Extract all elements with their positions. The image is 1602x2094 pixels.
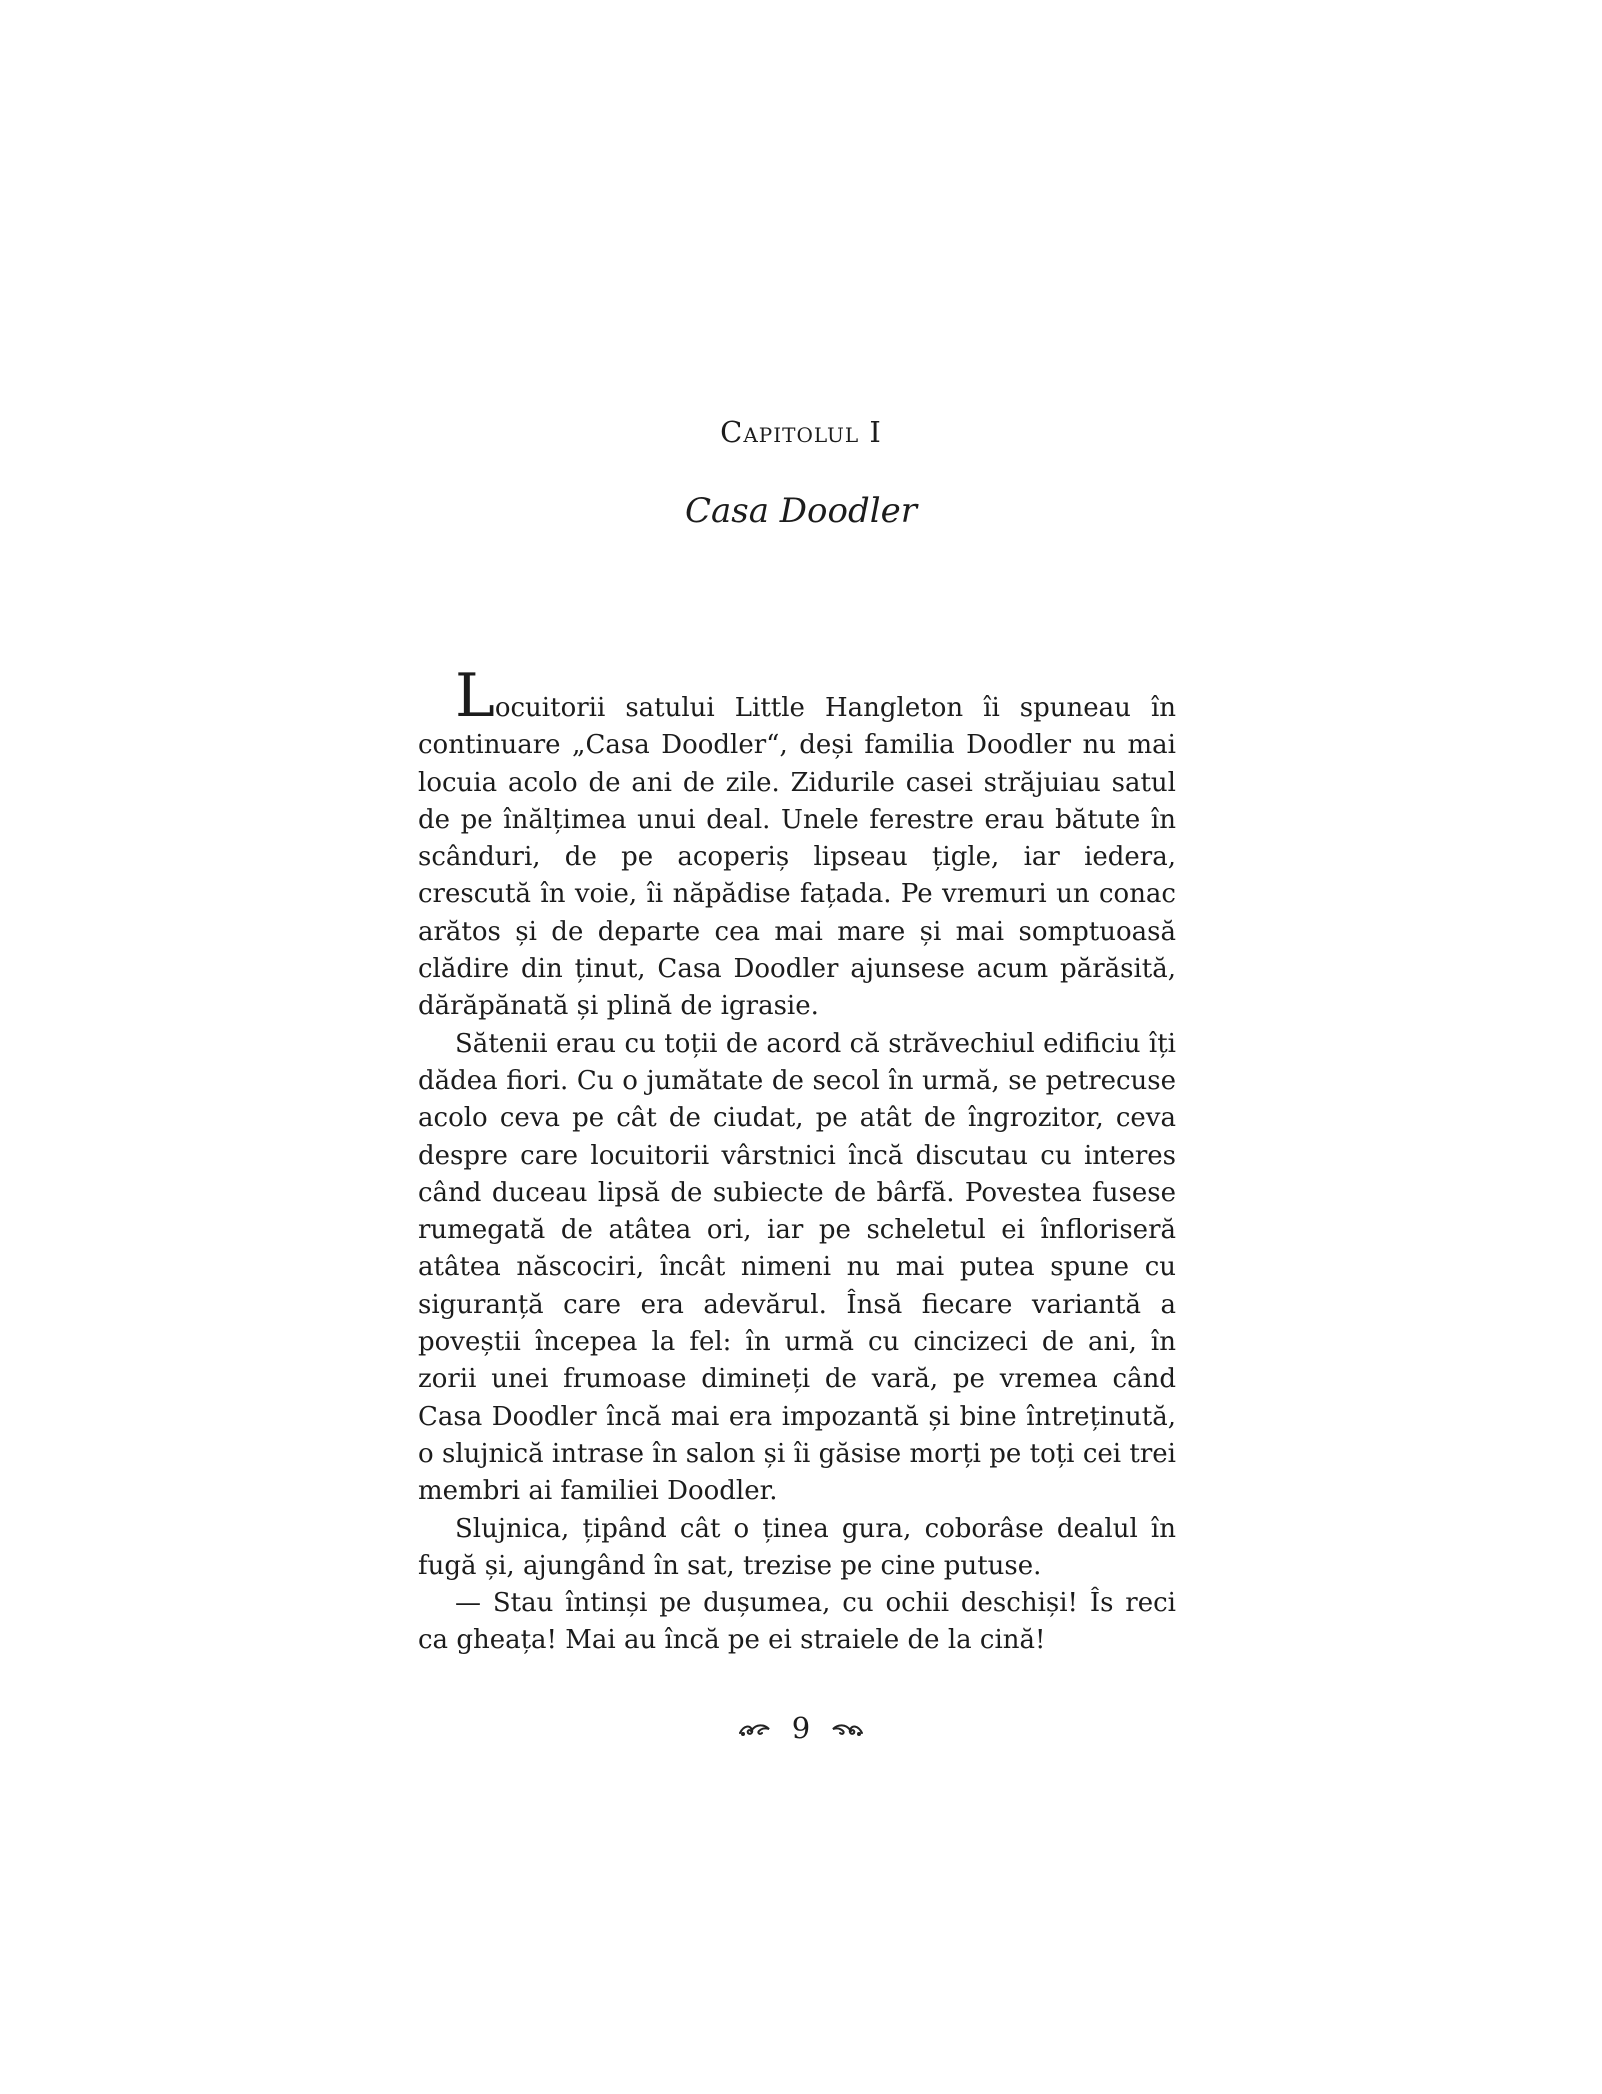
chapter-body (418, 661, 1176, 1660)
paragraph-1 (418, 661, 1176, 1026)
initial-letter: L (455, 661, 495, 731)
paragraph-3: Slujnica, țipând cât o ținea gura, coborâse dealul în fugă și, ajungând în sat, trezise pe cine putuse. (418, 1513, 1176, 1581)
page-footer (0, 1711, 1602, 1745)
paragraph-2: Sătenii erau cu toții de acord că străvechiul edificiu îți dădea fiori. Cu o jumătate de secol în urmă, se petrecuse acolo ceva pe cât de ciudat, pe atât de îngrozitor, ceva despre care locuitorii vârstnici încă discutau cu interes când duceau lipsă de subiecte de bârfă. Povestea fusese rumegată de atâtea ori, iar pe scheletul ei înfloriseră atâtea născociri, încât nimeni nu mai putea spune cu siguranță care era adevărul. Însă fiecare variantă a poveștii începea la fel: în urmă cu cincizeci de ani, în zorii unei frumoase dimineți de vară, pe vremea când Casa Doodler încă mai era impozantă și bine întreținută, o slujnică intrase în salon și îi găsise morți pe toți cei trei membri ai familiei Doodler. (418, 1028, 1176, 1507)
page-number: 9 (791, 1711, 811, 1745)
chapter-label: Capitolul I (720, 415, 882, 449)
paragraph-1-text: ocuitorii satului Little Hangleton îi spuneau în continuare „Casa Doodler“, deși familia Doodler nu mai locuia acolo de ani de zile. Zidurile casei străjuiau satul de pe înălțimea unui deal. Unele ferestre erau bătute în scânduri, de pe acoperiș lipseau țigle, iar iedera, crescută în voie, îi năpădise fațada. Pe vremuri un conac arătos și de departe cea mai mare și mai somptuoasă clădire din ținut, Casa Doodler ajunsese acum părăsită, dărăpănată și plină de igrasie. (418, 693, 1176, 1022)
fleuron-left-icon (738, 1719, 772, 1739)
fleuron-right-icon (830, 1719, 864, 1739)
chapter-title: Casa Doodler (684, 491, 918, 531)
paragraph-4: — Stau întinși pe dușumea, cu ochii deschiși! Îs reci ca gheața! Mai au încă pe ei straiele de la cină! (418, 1588, 1176, 1656)
